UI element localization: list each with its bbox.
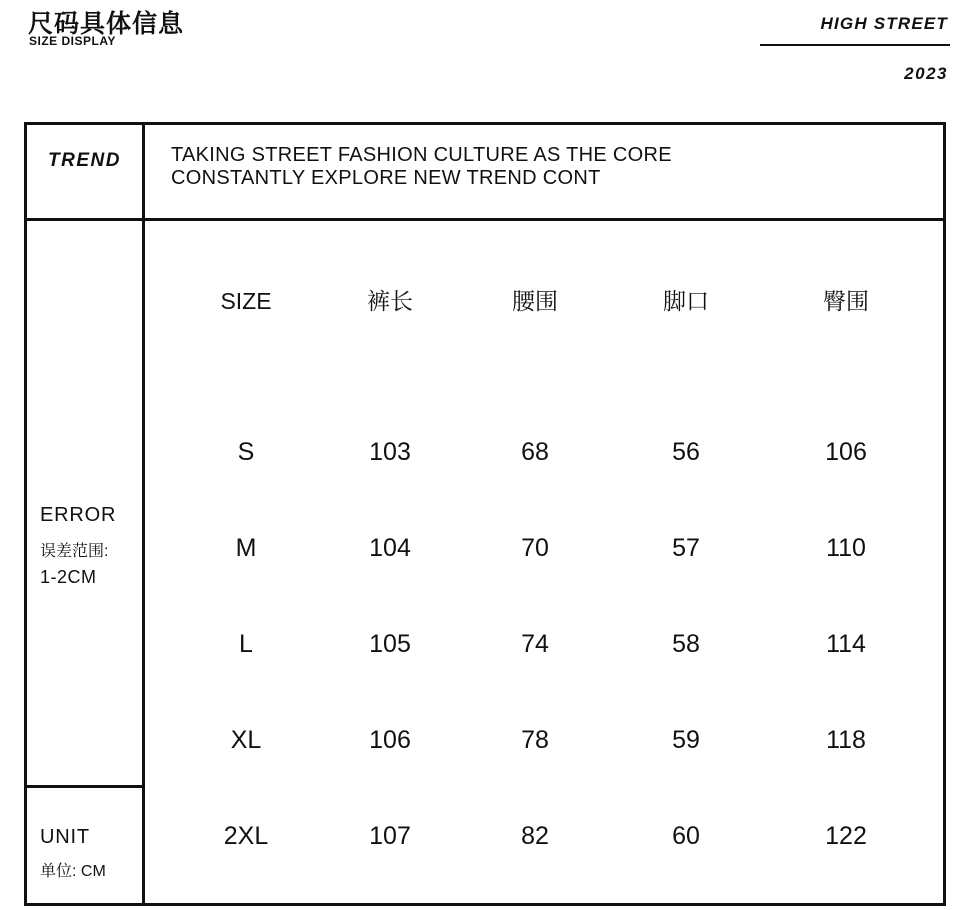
table-cell: 56	[672, 438, 700, 466]
table-cell: 68	[521, 438, 549, 466]
table-cell: 70	[521, 534, 549, 562]
size-label-cell: XL	[230, 726, 262, 754]
slogan	[171, 144, 672, 190]
size-chart-frame	[24, 122, 946, 906]
table-cell: 58	[672, 630, 700, 658]
table-cell: 107	[369, 822, 411, 850]
unit-divider	[24, 785, 145, 788]
size-label-cell: M	[235, 534, 257, 562]
slogan-line: TAKING STREET FASHION CULTURE AS THE CORE	[171, 144, 672, 166]
table-header-cell: SIZE	[220, 288, 272, 314]
error-value: 1-2CM	[40, 567, 97, 587]
brand-divider	[760, 44, 950, 46]
error-label-cn: 误差范围:	[40, 543, 109, 560]
table-cell: 122	[825, 822, 867, 850]
error-label: ERROR	[40, 504, 117, 526]
table-cell: 106	[825, 438, 867, 466]
size-label-cell: L	[239, 630, 253, 658]
unit-label: UNIT	[40, 826, 90, 848]
year-label: 2023	[904, 64, 948, 83]
page-title: 尺码具体信息	[28, 9, 185, 38]
table-header-cell: 臀围	[823, 288, 869, 314]
table-header-cell: 裤长	[367, 288, 413, 314]
table-cell: 118	[826, 726, 866, 754]
unit-label-cn: 单位: CM	[40, 863, 106, 880]
table-cell: 60	[672, 822, 700, 850]
table-header-cell: 脚口	[663, 288, 709, 314]
table-cell: 59	[672, 726, 700, 754]
column-divider	[142, 122, 145, 906]
table-cell: 82	[521, 822, 549, 850]
table-cell: 57	[672, 534, 700, 562]
table-header-cell: 腰围	[512, 288, 558, 314]
table-cell: 110	[826, 534, 866, 562]
banner-divider	[24, 218, 946, 221]
size-label-cell: S	[237, 438, 255, 466]
trend-label: TREND	[48, 150, 121, 171]
size-label-cell: 2XL	[223, 822, 269, 850]
brand-label: HIGH STREET	[820, 14, 948, 33]
table-cell: 114	[826, 630, 866, 658]
page-subtitle: SIZE DISPLAY	[29, 34, 116, 48]
table-cell: 78	[521, 726, 549, 754]
table-cell: 104	[369, 534, 411, 562]
table-cell: 105	[369, 630, 411, 658]
slogan-line: CONSTANTLY EXPLORE NEW TREND CONT	[171, 167, 601, 189]
table-cell: 106	[369, 726, 411, 754]
table-cell: 74	[521, 630, 549, 658]
table-cell: 103	[369, 438, 411, 466]
